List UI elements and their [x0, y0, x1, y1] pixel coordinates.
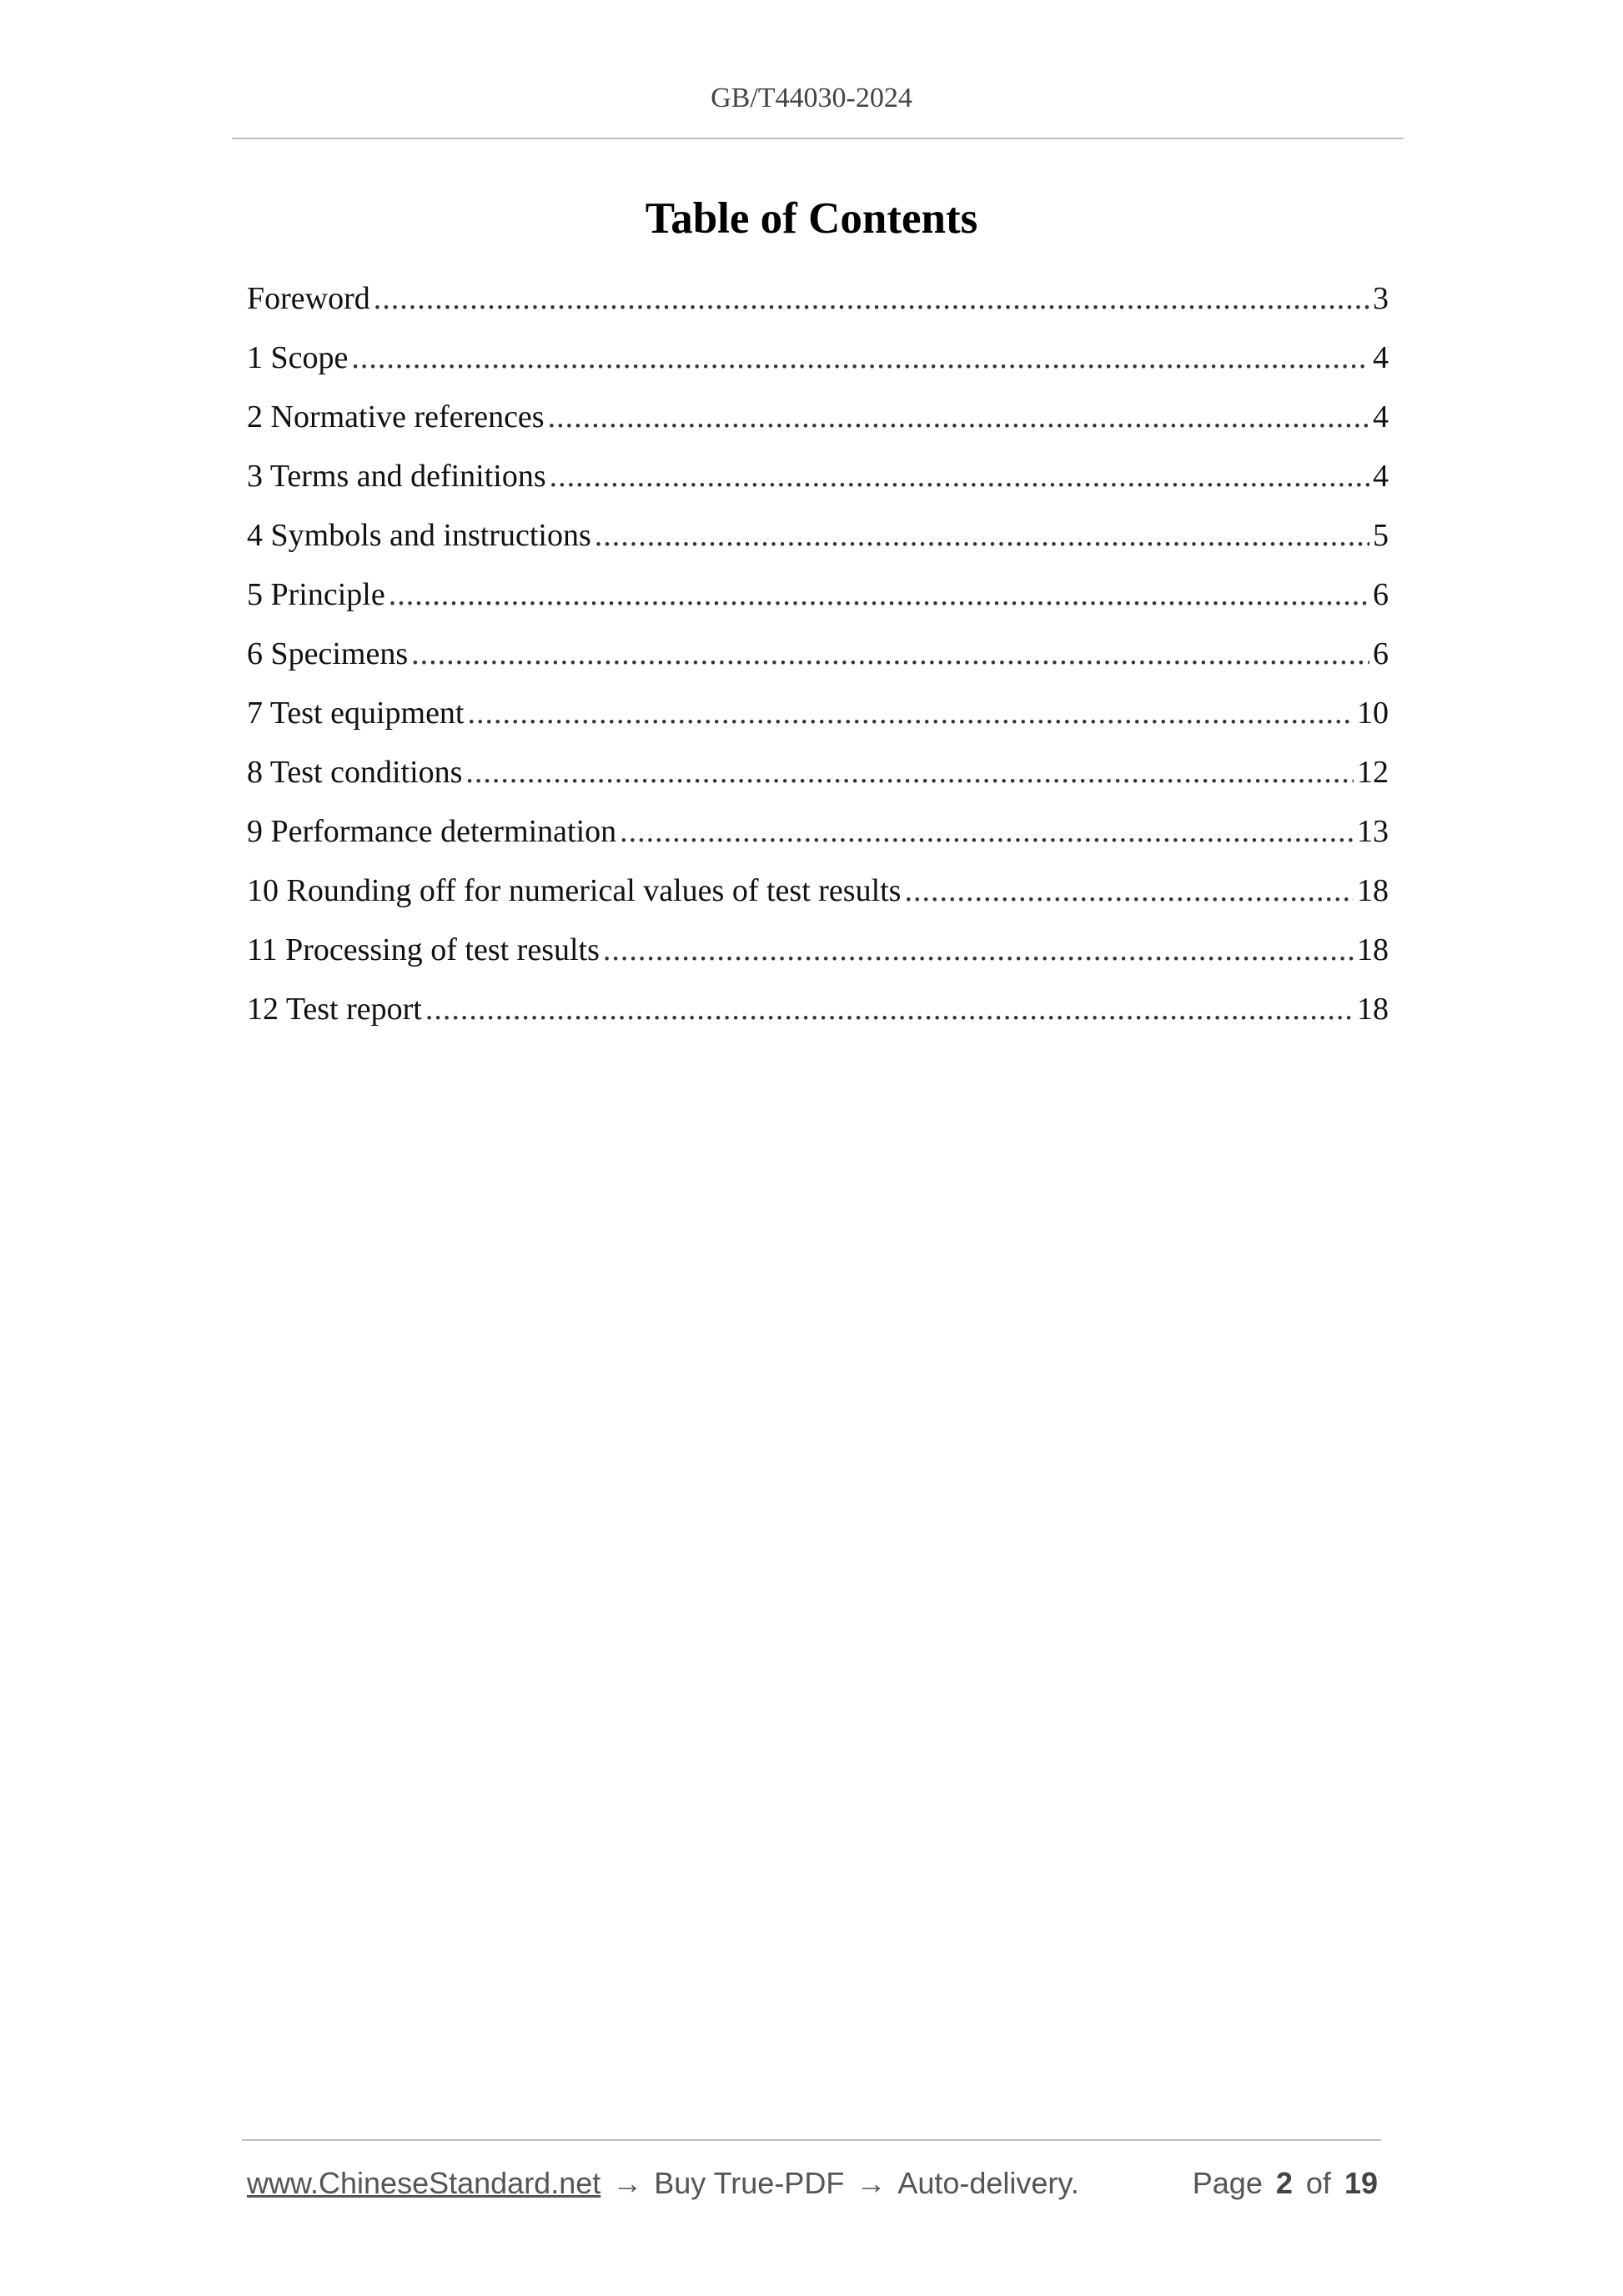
toc-entry-page: 18: [1357, 873, 1389, 908]
toc-entry-page: 18: [1357, 932, 1389, 967]
toc-entry-label: 2 Normative references: [247, 399, 545, 435]
toc-entry-principle[interactable]: [247, 571, 1389, 631]
toc-entry-normative-references[interactable]: [247, 394, 1389, 453]
toc-dot-leader: [374, 275, 1369, 322]
buy-text: Buy True-PDF: [654, 2166, 845, 2200]
toc-dot-leader: [603, 927, 1354, 973]
toc-entry-rounding-off[interactable]: [247, 867, 1389, 927]
toc-dot-leader: [904, 867, 1354, 914]
toc-dot-leader: [351, 334, 1369, 381]
toc-list: [247, 275, 1389, 1045]
toc-entry-page: 6: [1373, 636, 1389, 671]
toc-entry-label: 4 Symbols and instructions: [247, 518, 591, 553]
toc-dot-leader: [550, 453, 1369, 500]
page-footer: [247, 2158, 1378, 2208]
delivery-text: Auto-delivery.: [897, 2166, 1079, 2200]
toc-entry-label: 7 Test equipment: [247, 696, 465, 731]
toc-entry-terms-and-definitions[interactable]: [247, 453, 1389, 512]
toc-entry-page: 6: [1373, 577, 1389, 612]
toc-entry-label: 11 Processing of test results: [247, 932, 600, 967]
toc-entry-label: 8 Test conditions: [247, 755, 463, 790]
toc-entry-label: 1 Scope: [247, 340, 349, 375]
footer-divider: [242, 2139, 1381, 2141]
header-divider: [232, 138, 1404, 139]
toc-entry-foreword[interactable]: [247, 275, 1389, 334]
toc-entry-page: 12: [1357, 755, 1389, 790]
toc-entry-page: 4: [1373, 459, 1389, 494]
toc-entry-label: 6 Specimens: [247, 636, 409, 671]
toc-entry-processing-of-test-results[interactable]: [247, 927, 1389, 986]
toc-entry-page: 10: [1357, 696, 1389, 731]
toc-entry-page: 4: [1373, 399, 1389, 435]
toc-dot-leader: [389, 571, 1369, 618]
toc-entry-page: 5: [1373, 518, 1389, 553]
toc-entry-page: 13: [1357, 814, 1389, 849]
toc-entry-test-conditions[interactable]: [247, 749, 1389, 808]
page-indicator: [1188, 2166, 1378, 2201]
toc-dot-leader: [465, 749, 1354, 796]
current-page-number: 2: [1275, 2166, 1293, 2200]
arrow-right-icon: →: [612, 2166, 643, 2200]
arrow-right-icon: →: [856, 2166, 887, 2200]
toc-dot-leader: [548, 394, 1369, 440]
toc-entry-label: Foreword: [247, 281, 370, 316]
toc-dot-leader: [411, 631, 1369, 677]
toc-dot-leader: [425, 986, 1354, 1032]
page-word: Page: [1192, 2166, 1263, 2200]
toc-dot-leader: [595, 512, 1369, 559]
toc-entry-label: 12 Test report: [247, 992, 422, 1027]
toc-dot-leader: [468, 690, 1354, 736]
toc-entry-test-equipment[interactable]: [247, 690, 1389, 749]
toc-entry-label: 3 Terms and definitions: [247, 459, 546, 494]
toc-entry-specimens[interactable]: [247, 631, 1389, 690]
toc-dot-leader: [620, 808, 1354, 855]
toc-entry-page: 18: [1357, 992, 1389, 1027]
total-pages-number: 19: [1344, 2166, 1378, 2200]
of-word: of: [1305, 2166, 1331, 2200]
toc-entry-page: 3: [1373, 281, 1389, 316]
toc-entry-scope[interactable]: [247, 334, 1389, 394]
toc-entry-test-report[interactable]: [247, 986, 1389, 1045]
header-doc-code: GB/T44030-2024: [711, 83, 912, 113]
toc-entry-page: 4: [1373, 340, 1389, 375]
toc-title: Table of Contents: [645, 194, 978, 243]
toc-entry-label: 9 Performance determination: [247, 814, 617, 849]
toc-entry-symbols-and-instructions[interactable]: [247, 512, 1389, 571]
toc-entry-label: 10 Rounding off for numerical values of test results: [247, 873, 902, 908]
toc-entry-performance-determination[interactable]: [247, 808, 1389, 867]
site-link[interactable]: www.ChineseStandard.net: [247, 2166, 601, 2200]
toc-entry-label: 5 Principle: [247, 577, 385, 612]
